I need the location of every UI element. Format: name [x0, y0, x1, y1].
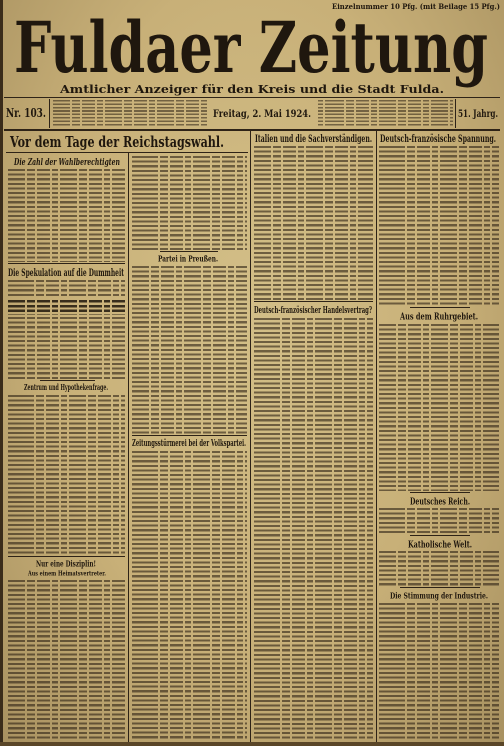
- subscription-info-block: [318, 100, 453, 127]
- info-bar-bottom-rule: [4, 129, 500, 131]
- scan-edge: [0, 0, 3, 746]
- lead-headline-text: Vor dem Tage der Reichstagswahl.: [9, 133, 224, 151]
- issue-date-text: Freitag, 2. Mai 1924.: [213, 109, 311, 120]
- body-text-block: [8, 317, 125, 379]
- issue-number: [6, 106, 48, 120]
- section-rule: [132, 435, 247, 436]
- body-text-block: [379, 551, 499, 586]
- col4-subhead: [400, 310, 480, 321]
- column-rule: [376, 131, 377, 742]
- section-rule: [410, 492, 470, 493]
- section-rule: [410, 307, 470, 308]
- issue-volume-text: 51. Jahrg.: [458, 109, 498, 120]
- body-text-block: [8, 169, 125, 262]
- section-rule: [8, 263, 125, 264]
- lead-headline: [10, 133, 226, 150]
- section-rule: [40, 380, 95, 381]
- body-text-block: [8, 280, 125, 298]
- col1-byline: [28, 569, 108, 577]
- headline-rule: [6, 152, 248, 153]
- masthead-subtitle: [60, 82, 446, 96]
- col1-subhead: [8, 265, 126, 278]
- col1-subhead-text: Die Spekulation auf die Dummheit: [8, 267, 125, 279]
- scan-edge: [0, 742, 504, 746]
- body-text-block: [379, 146, 499, 306]
- col4-headline: [380, 132, 498, 144]
- body-text-block: [132, 451, 247, 740]
- col3-subhead-text: Deutsch-französischer Handelsvertrag?: [254, 305, 373, 316]
- col1-byline-text: Aus einem Heimatsvertreter.: [27, 569, 107, 578]
- body-text-block: [379, 603, 499, 740]
- col1-subhead-text: Zentrum und Hypothekenfrage.: [24, 382, 109, 392]
- body-text-block: [254, 318, 373, 740]
- issue-volume: [458, 106, 500, 120]
- masthead-title-text: Fuldaer Zeitung: [14, 6, 488, 89]
- info-bar-top-rule: [4, 97, 500, 98]
- publisher-info-block: [53, 100, 209, 127]
- masthead-subtitle-text: Amtlicher Anzeiger für den Kreis und die Stadt Fulda.: [58, 82, 444, 96]
- col2-subhead-text: Partei in Preußen.: [158, 254, 219, 265]
- col4-subhead: [408, 538, 474, 549]
- section-rule: [254, 301, 373, 302]
- section-rule: [400, 587, 480, 588]
- col4-headline-text: Deutsch-französische Spannung.: [380, 133, 496, 145]
- col3-headline: [255, 132, 374, 144]
- body-text-block: [132, 266, 247, 434]
- section-rule: [410, 535, 470, 536]
- col4-subhead: [410, 495, 472, 506]
- col2-subhead: [158, 253, 220, 263]
- col1-subhead: [36, 558, 98, 568]
- body-text-block: [254, 146, 373, 300]
- col1-subhead: [24, 382, 110, 392]
- col1-subhead-text: Nur eine Disziplin!: [36, 559, 96, 570]
- body-text-block: [379, 324, 499, 491]
- body-text-block-bold: [8, 300, 125, 315]
- col4-subhead-text: Deutsches Reich.: [410, 496, 470, 508]
- section-rule: [160, 251, 218, 252]
- body-text-block: [8, 395, 125, 555]
- col4-subhead: [390, 590, 490, 600]
- col4-subhead-text: Die Stimmung der Industrie.: [390, 591, 489, 602]
- info-bar-divider: [455, 99, 456, 128]
- col2-subhead-text: Zeitungsstürmerei bei der Volkspartei.: [132, 439, 328, 449]
- col3-subhead: [254, 303, 374, 315]
- body-text-block: [132, 156, 247, 250]
- column-rule: [128, 153, 129, 742]
- col4-subhead-text: Aus dem Ruhrgebiet.: [399, 311, 478, 323]
- column-rule: [250, 131, 251, 742]
- price-note-text: Einzelnummer 10 Pfg. (mit Beilage 15 Pfg.): [332, 2, 500, 11]
- col1-subhead: [14, 156, 122, 167]
- section-rule: [8, 556, 125, 557]
- col3-headline-text: Italien und die Sachverständigen.: [255, 133, 372, 145]
- col4-subhead-text: Katholische Welt.: [408, 539, 472, 551]
- issue-date: [213, 106, 313, 120]
- info-bar-divider: [49, 99, 50, 128]
- body-text-block: [8, 580, 125, 740]
- col1-subhead-text: Die Zahl der Wahlberechtigten: [13, 158, 120, 168]
- body-text-block: [379, 508, 499, 534]
- col2-subhead: [132, 437, 328, 449]
- issue-number-text: Nr. 103.: [6, 106, 46, 120]
